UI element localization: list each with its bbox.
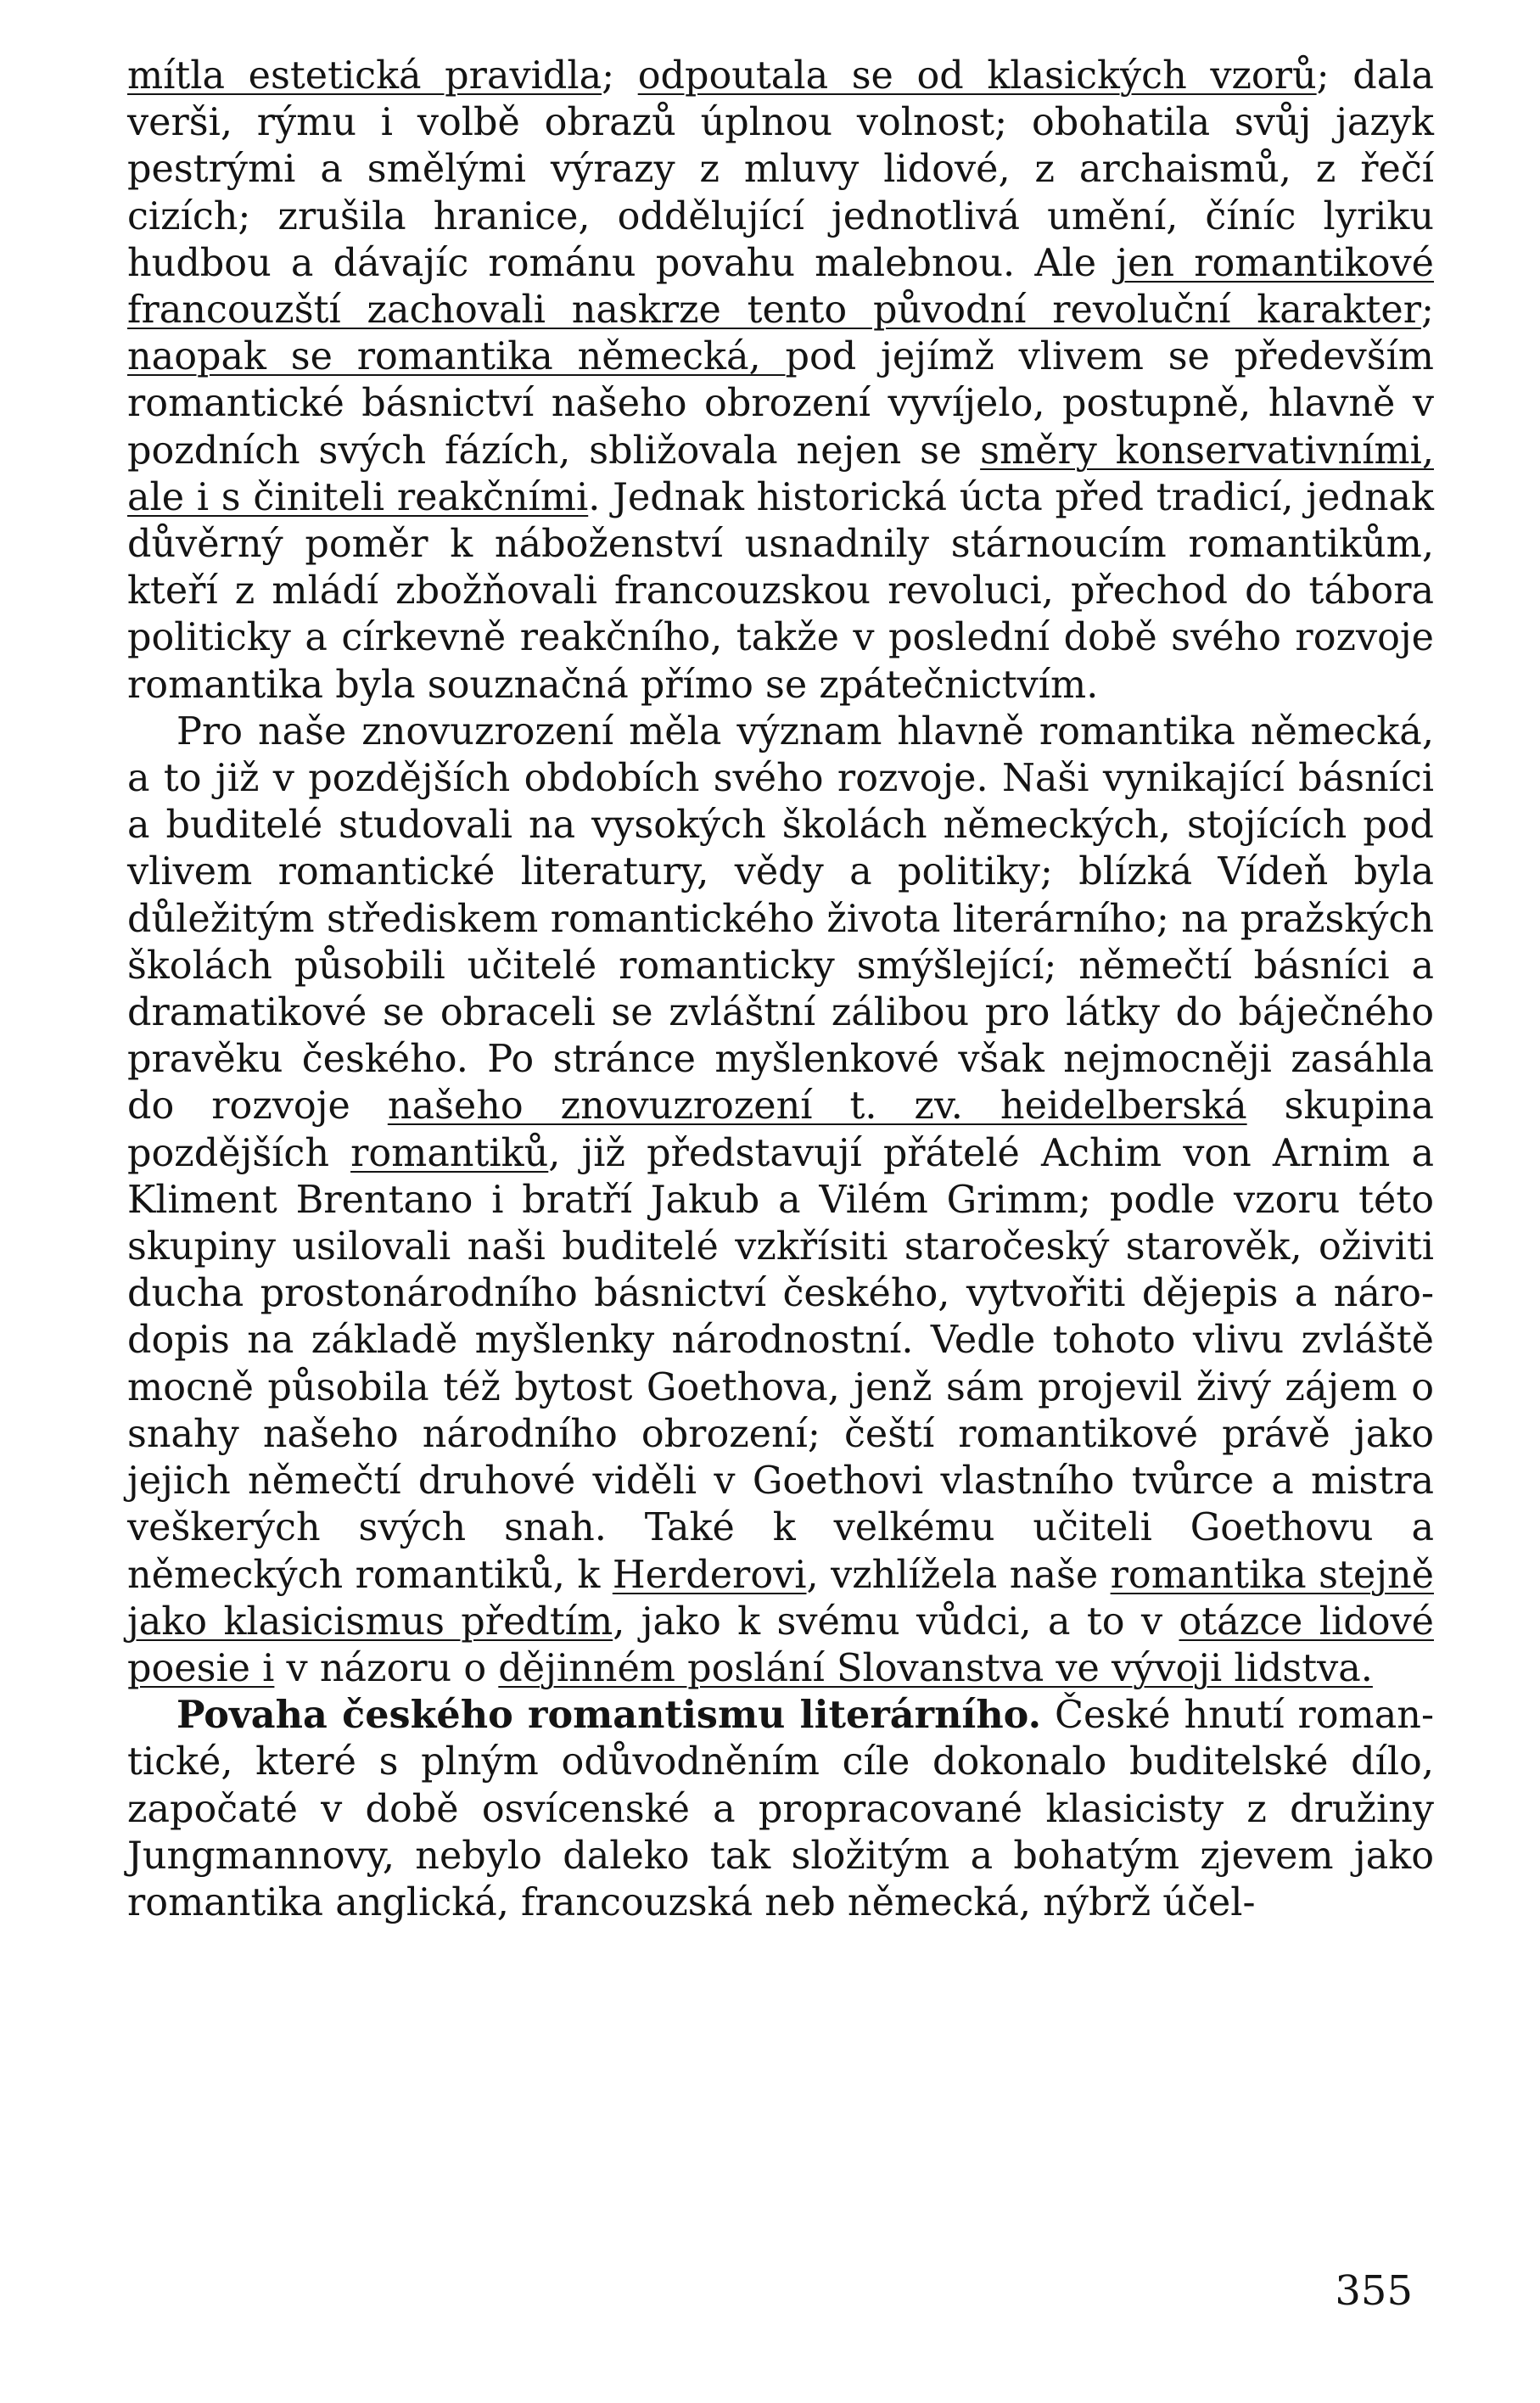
text-run: skupina pozdějších	[127, 1084, 1434, 1175]
paragraph-romanticism-character	[127, 53, 1434, 709]
text-run: v názoru o	[274, 1646, 499, 1690]
underlined-passage: naopak se romantika německá,	[127, 335, 786, 379]
text-run: ; dala verši, rýmu i volbě obrazů úplnou volnost; obohatila svůj jazyk pestrými a smělými výrazy z mluvy lidové, z archaismů, z řečí cizích; zrušila hranice, oddělující jednotlivá umění, číníc lyriku hudbou a dávajíc románu povahu malebnou. Ale	[127, 54, 1435, 285]
underlined-passage: Herderovi	[612, 1553, 807, 1597]
text-run: , již představují přátelé Achim von Arnim a Kliment Brentano i bratří Jakub a Vilém Grimm; podle vzoru této skupiny usilovali naši buditelé vzkřísiti staročeský starověk, oživiti ducha prostonárodního básnictví českého, vytvořiti dějepis a národopis na základě myšlenky národnostní. Vedle tohoto vlivu zvláště mocně působila též bytost Goethova, jenž sám projevil živý zájem o snahy našeho národního obrození; čeští romantikové právě jako jejich němečtí druhové viděli v Goethovi vlastního tvůrce a mistra veškerých svých snah. Také k velkému učiteli Goethovu a německých romantiků, k	[127, 1131, 1434, 1597]
underlined-passage: dějinném poslání Slovanstva ve vývoji lidstva.	[498, 1646, 1373, 1690]
underlined-passage: jen romantikové francouzští zachovali naskrze tento původní revoluční karakter	[127, 241, 1434, 333]
text-run: pod jejímž vlivem se především romantické básnictví našeho obrození vyvíjelo, postupně, hlavně v pozdních svých fázích, sbližovala nejen se	[127, 335, 1434, 473]
text-run: Pro naše znovuzrození měla význam hlavně romantika německá, a to již v pozdějších obdobích svého rozvoje. Naši vynikající básníci a buditelé studovali na vysokých školách německých, stojících pod vlivem romantické literatury, vědy a politiky; blízká Vídeň byla důležitým střediskem romantického života literárního; na pražských školách působili učitelé romanticky smýšlející; němečtí básníci a dramatikové se obraceli se zvláštní zálibou pro látky do báječného pravěku českého. Po stránce myšlenkové však nejmocněji zasáhla do rozvoje	[127, 709, 1434, 1129]
page-number: 355	[1335, 2267, 1413, 2315]
text-run: , vzhlížela naše	[806, 1553, 1111, 1597]
underlined-passage: romantiků	[350, 1131, 549, 1175]
page-body	[127, 53, 1434, 1926]
underlined-passage: odpoutala se od klasických vzorů	[637, 54, 1317, 98]
section-heading: Povaha českého romantismu literárního.	[176, 1693, 1042, 1738]
text-run: ;	[602, 54, 638, 98]
text-run: . Jednak historická úcta před tradicí, jednak důvěrný poměr k náboženství usnadnily stárnoucím romantikům, kteří z mládí zbožňovali francouzskou revoluci, přechod do tábora politicky a církevně reakčního, takže v poslední době svého rozvoje romantika byla souznačná přímo se zpátečnictvím.	[127, 475, 1435, 707]
underlined-passage: romantika stejně jako klasicismus předtím	[127, 1553, 1434, 1644]
text-run: ;	[1421, 288, 1434, 333]
paragraph-czech-romanticism-nature	[127, 1692, 1434, 1926]
text-run: České hnutí romantické, které s plným odůvodněním cíle dokonalo buditelské dílo, započaté v době osvícenské a propracované klasicisty z družiny Jungmannovy, nebylo daleko tak složitým a bohatým zjevem jako romantika anglická, francouzská neb německá, nýbrž účel-	[127, 1694, 1434, 1924]
text-run: , jako k svému vůdci, a to v	[613, 1599, 1179, 1644]
paragraph-german-romanticism	[127, 709, 1434, 1692]
underlined-passage: našeho znovuzrození t. zv. heidelberská	[387, 1084, 1247, 1129]
underlined-passage: otázce lidové poesie i	[127, 1599, 1434, 1690]
underlined-passage: směry konservativními, ale i s činiteli reakčními	[127, 429, 1434, 519]
underlined-passage: mítla estetická pravidla	[127, 54, 602, 98]
